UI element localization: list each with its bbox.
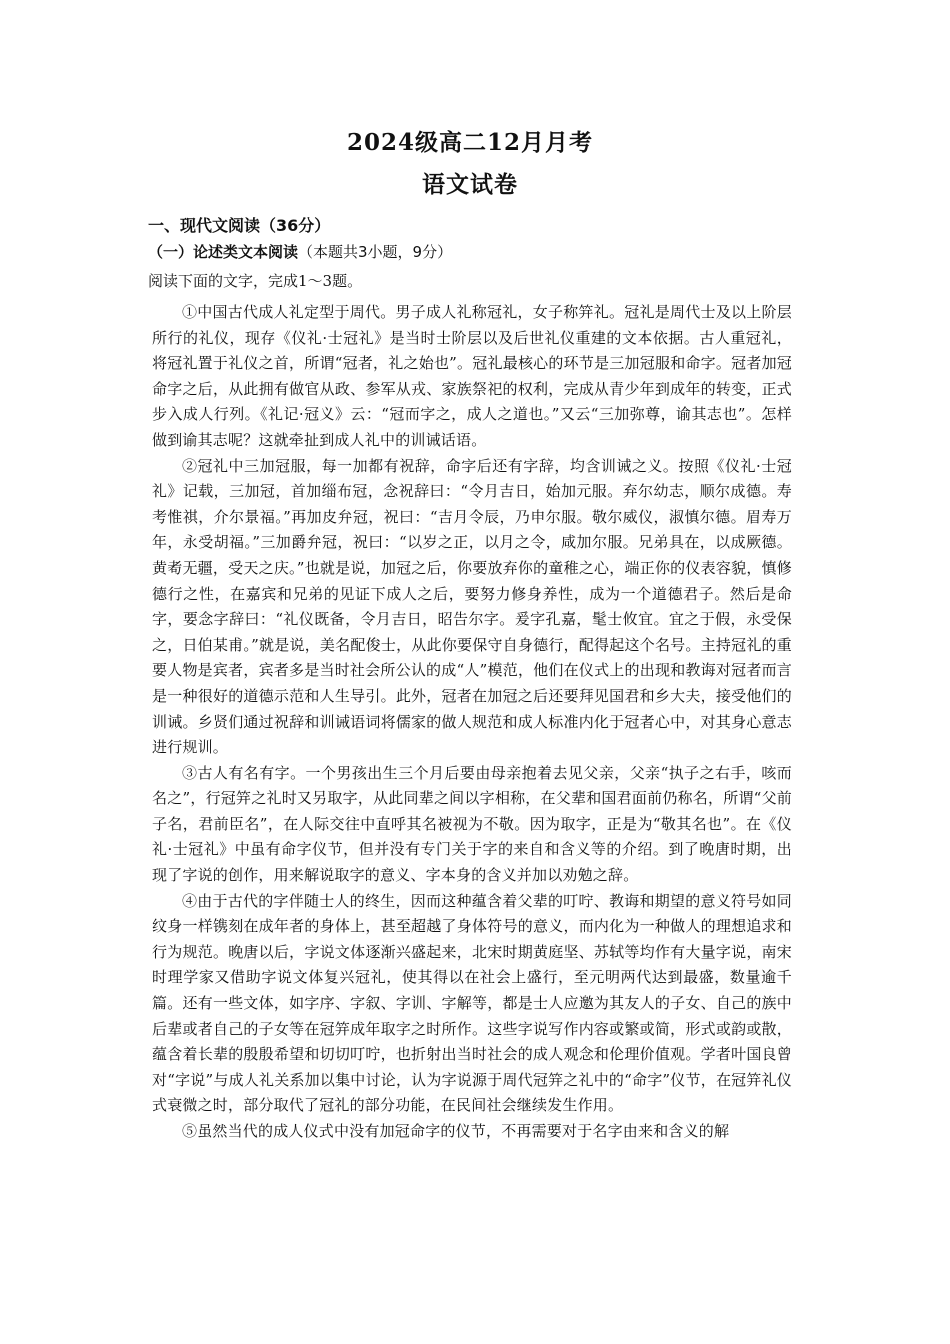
passage-paragraph-1: ①中国古代成人礼定型于周代。男子成人礼称冠礼，女子称笄礼。冠礼是周代士及以上阶层所行的礼仪，现存《仪礼·士冠礼》是当时士阶层以及后世礼仪重建的文本依据。古人重冠礼，将冠礼置于礼仪之首，所谓“冠者，礼之始也”。冠礼最核心的环节是三加冠服和命字。冠者加冠命字之后，从此拥有做官从政、参军从戎、家族祭祀的权利，完成从青少年到成年的转变，正式步入成人行列。《礼记·冠义》云：“冠而字之，成人之道也。”又云“三加弥尊，谕其志也”。怎样做到谕其志呢？这就牵扯到成人礼中的训诫话语。: [152, 303, 792, 449]
exam-subtitle: 语文试卷: [422, 171, 518, 198]
sub-section-heading: [148, 240, 792, 264]
sub-section-note: （本题共3小题，9分）: [298, 243, 453, 261]
passage-paragraph-2: ②冠礼中三加冠服，每一加都有祝辞，命字后还有字辞，均含训诫之义。按照《仪礼·士冠礼》记载，三加冠，首加缁布冠，念祝辞曰：“令月吉日，始加元服。弃尔幼志，顺尔成德。寿考惟祺，介尔景福。”再加皮弁冠，祝曰：“吉月令辰，乃申尔服。敬尔威仪，淑慎尔德。眉寿万年，永受胡福。”三加爵弁冠，祝曰：“以岁之正，以月之令，咸加尔服。兄弟具在，以成厥德。黄耇无疆，受天之庆。”也就是说，加冠之后，你要放弃你的童稚之心，端正你的仪表容貌，慎修德行之性，在嘉宾和兄弟的见证下成人之后，要努力修身养性，成为一个道德君子。然后是命字，要念字辞曰：“礼仪既备，令月吉日，昭告尔字。爰字孔嘉，髦士攸宜。宜之于假，永受保之，日伯某甫。”就是说，美名配俊士，从此你要保守自身德行，配得起这个名号。主持冠礼的重要人物是宾者，宾者多是当时社会所公认的成“人”模范，他们在仪式上的出现和教诲对冠者而言是一种很好的道德示范和人生导引。此外，冠者在加冠之后还要拜见国君和乡大夫，接受他们的训诫。乡贤们通过祝辞和训诫语词将儒家的做人规范和成人标准内化于冠者心中，对其身心意志进行规训。: [152, 456, 792, 757]
passage-paragraph-3: ③古人有名有字。一个男孩出生三个月后要由母亲抱着去见父亲，父亲“执子之右手，咳而名之”，行冠笄之礼时又另取字，从此同辈之间以字相称，在父辈和国君面前仍称名，所谓“父前子名，君前臣名”，在人际交往中直呼其名被视为不敬。因为取字，正是为“敬其名也”。在《仪礼·士冠礼》中虽有命字仪节，但并没有专门关于字的来自和含义等的介绍。到了晚唐时期，出现了字说的创作，用来解说取字的意义、字本身的含义并加以劝勉之辞。: [152, 763, 792, 885]
sub-section-label: （一）论述类文本阅读: [148, 243, 299, 261]
reading-instruction: 阅读下面的文字，完成1～3题。: [148, 272, 363, 290]
passage-paragraph-5: ⑤虽然当代的成人仪式中没有加冠命字的仪节，不再需要对于名字由来和含义的解: [182, 1122, 730, 1140]
exam-title: 2024级高二12月月考: [346, 129, 594, 156]
reading-passage: [148, 300, 792, 1145]
passage-paragraph-4: ④由于古代的字伴随士人的终生，因而这种蕴含着父辈的叮咛、教诲和期望的意义符号如同纹身一样镌刻在成年者的身体上，甚至超越了身体符号的意义，而内化为一种做人的理想追求和行为规范。晚唐以后，字说文体逐渐兴盛起来，北宋时期黄庭坚、苏轼等均作有大量字说，南宋时理学家又借助字说文体复兴冠礼，使其得以在社会上盛行，至元明两代达到最盛，数量逾千篇。还有一些文体，如字序、字叙、字训、字解等，都是士人应邀为其友人的子女、自己的族中后辈或者自己的子女等在冠笄成年取字之时所作。这些字说写作内容或繁或简，形式或韵或散，蕴含着长辈的殷殷希望和切切叮咛，也折射出当时社会的成人观念和伦理价值观。学者叶国良曾对“字说”与成人礼关系加以集中讨论，认为字说源于周代冠笄之礼中的“命字”仪节，在冠笄礼仪式衰微之时，部分取代了冠礼的部分功能，在民间社会继续发生作用。: [152, 891, 792, 1115]
section-heading: 一、现代文阅读（36分）: [148, 216, 331, 235]
